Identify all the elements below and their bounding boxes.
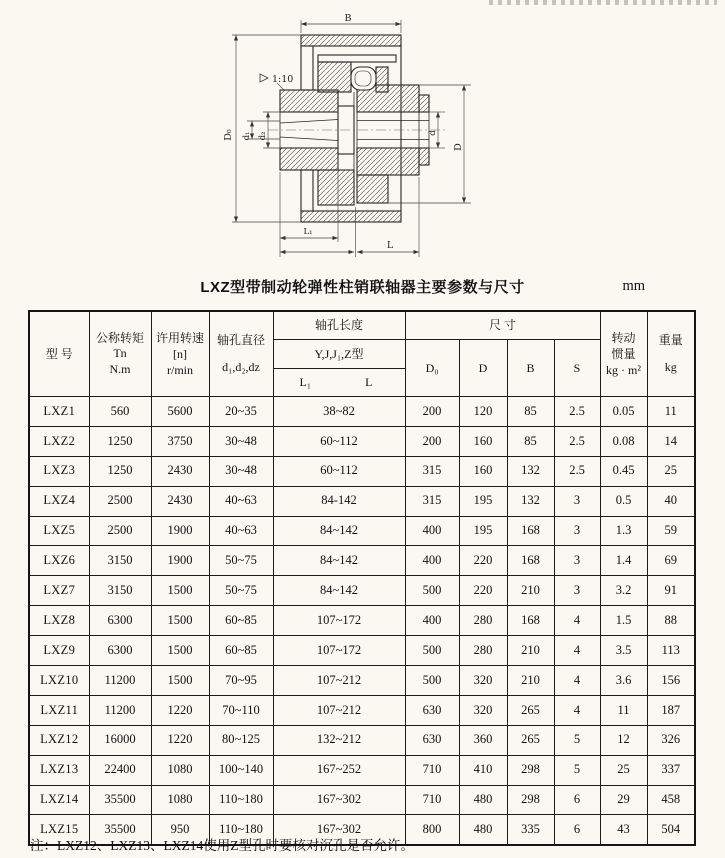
cell-d: 320 [459,695,507,725]
cell-bore-diameter: 70~95 [209,666,273,696]
cell-s: 3 [554,576,600,606]
table-row [29,397,695,427]
cell-inertia: 29 [600,785,647,815]
cell-model: LXZ7 [29,576,89,606]
cell-speed: 1220 [151,725,209,755]
length-l1-label: L₁ [299,375,312,389]
cell-weight: 40 [647,486,695,516]
cell-b: 85 [507,397,554,427]
cell-b: 210 [507,576,554,606]
cell-bore-length: 60~112 [273,426,405,456]
cell-model: LXZ2 [29,426,89,456]
cell-weight: 88 [647,606,695,636]
cell-d: 480 [459,815,507,845]
table-row [29,695,695,725]
cell-b: 298 [507,785,554,815]
cell-bore-diameter: 70~110 [209,695,273,725]
cell-d: 280 [459,606,507,636]
cell-weight: 91 [647,576,695,606]
clipped-print-fragment [489,0,717,5]
torque-label-line1: 公称转矩Tn [95,331,144,360]
table-row [29,666,695,696]
col-header-d0: D₀ [405,340,459,397]
cell-inertia: 0.08 [600,426,647,456]
cell-bore-length: 167~252 [273,755,405,785]
col-header-length-group: 轴孔长度 [273,311,405,340]
cell-speed: 1080 [151,755,209,785]
col-header-model [29,311,89,397]
cell-model: LXZ6 [29,546,89,576]
col-header-length-types: Y,J,J₁,Z型 [273,340,405,369]
cell-b: 265 [507,725,554,755]
col-header-length-sub [273,369,405,397]
col-header-b: B [507,340,554,397]
cell-model: LXZ1 [29,397,89,427]
cell-bore-length: 167~302 [273,815,405,845]
cell-b: 298 [507,755,554,785]
cell-s: 2.5 [554,397,600,427]
cell-speed: 1500 [151,576,209,606]
table-row [29,725,695,755]
col-header-torque [89,311,151,397]
cell-s: 4 [554,636,600,666]
cell-weight: 113 [647,636,695,666]
cell-model: LXZ8 [29,606,89,636]
cell-speed: 3750 [151,426,209,456]
cell-d: 480 [459,785,507,815]
cell-s: 2.5 [554,456,600,486]
table-row [29,785,695,815]
taper-symbol-icon [260,74,268,82]
cell-bore-length: 84~142 [273,546,405,576]
cell-torque: 11200 [89,666,151,696]
cell-bore-length: 167~302 [273,785,405,815]
cell-inertia: 3.6 [600,666,647,696]
table-row [29,546,695,576]
cell-s: 2.5 [554,426,600,456]
dim-label-d2: d₂ [258,131,268,141]
table-row [29,755,695,785]
col-header-s: S [554,340,600,397]
bore-label-line2: d₁,d₂,dz [222,360,260,374]
cell-speed: 2430 [151,456,209,486]
cell-b: 85 [507,426,554,456]
cell-model: LXZ10 [29,666,89,696]
cell-d0: 710 [405,785,459,815]
cell-s: 4 [554,606,600,636]
cell-inertia: 0.5 [600,486,647,516]
cell-torque: 35500 [89,815,151,845]
cell-d0: 630 [405,695,459,725]
cell-speed: 1900 [151,516,209,546]
cell-torque: 2500 [89,486,151,516]
cell-speed: 1900 [151,546,209,576]
cell-bore-length: 84~142 [273,516,405,546]
cell-d0: 500 [405,666,459,696]
cell-d0: 500 [405,636,459,666]
speed-label-line1: 许用转速 [155,330,204,345]
col-header-size-group: 尺 寸 [405,311,600,340]
col-header-d: D [459,340,507,397]
cell-bore-length: 107~172 [273,636,405,666]
dim-label-d0: D₀ [223,129,234,141]
cell-weight: 458 [647,785,695,815]
cell-torque: 2500 [89,516,151,546]
cell-d0: 800 [405,815,459,845]
cell-s: 4 [554,695,600,725]
cell-d: 120 [459,397,507,427]
cell-torque: 560 [89,397,151,427]
cell-torque: 35500 [89,785,151,815]
cell-inertia: 12 [600,725,647,755]
cell-model: LXZ15 [29,815,89,845]
cell-model: LXZ4 [29,486,89,516]
page-title: LXZ型带制动轮弹性柱销联轴器主要参数与尺寸 [200,279,525,296]
cell-model: LXZ5 [29,516,89,546]
cell-speed: 1500 [151,636,209,666]
cell-d: 220 [459,546,507,576]
cell-d: 320 [459,666,507,696]
cell-bore-length: 107~212 [273,666,405,696]
cell-inertia: 43 [600,815,647,845]
cell-d0: 500 [405,576,459,606]
table-row [29,486,695,516]
drawing-outline [280,35,429,222]
cell-d0: 400 [405,516,459,546]
table-row [29,516,695,546]
cell-torque: 22400 [89,755,151,785]
cell-d: 195 [459,486,507,516]
cell-weight: 59 [647,516,695,546]
cell-bore-length: 84-142 [273,486,405,516]
cell-b: 132 [507,456,554,486]
cell-b: 168 [507,516,554,546]
cell-speed: 1080 [151,785,209,815]
cell-bore-diameter: 50~75 [209,546,273,576]
cell-s: 3 [554,486,600,516]
dim-label-b: B [344,13,352,24]
cell-torque: 3150 [89,546,151,576]
cell-model: LXZ3 [29,456,89,486]
cell-b: 335 [507,815,554,845]
cell-d: 160 [459,426,507,456]
cell-b: 210 [507,636,554,666]
cell-bore-length: 38~82 [273,397,405,427]
cell-speed: 2430 [151,486,209,516]
cell-bore-diameter: 110~180 [209,815,273,845]
cell-d: 360 [459,725,507,755]
cell-s: 5 [554,725,600,755]
cell-bore-length: 132~212 [273,725,405,755]
cell-weight: 156 [647,666,695,696]
dim-label-d1: d₁ [242,131,252,141]
cell-model: LXZ14 [29,785,89,815]
length-l-label: L [365,375,373,389]
cell-weight: 11 [647,397,695,427]
cell-model: LXZ12 [29,725,89,755]
dim-label-d: d [428,130,438,136]
cell-model: LXZ11 [29,695,89,725]
speed-label-line3: r/min [167,362,193,377]
cell-bore-diameter: 60~85 [209,636,273,666]
cell-speed: 1220 [151,695,209,725]
cell-weight: 69 [647,546,695,576]
coupling-section-drawing [220,0,512,272]
cell-weight: 187 [647,695,695,725]
cell-s: 4 [554,666,600,696]
table-row [29,456,695,486]
cell-speed: 5600 [151,397,209,427]
cell-b: 132 [507,486,554,516]
cell-torque: 6300 [89,606,151,636]
cell-torque: 16000 [89,725,151,755]
cell-s: 5 [554,755,600,785]
cell-d: 220 [459,576,507,606]
col-header-speed [151,311,209,397]
inertia-label-line2: 惯量 [611,346,636,361]
table-row [29,576,695,606]
cell-d0: 400 [405,606,459,636]
cell-bore-diameter: 20~35 [209,397,273,427]
weight-label-line1: 重量 [658,333,683,347]
inertia-label-line3: kg · m² [606,362,641,377]
cell-bore-length: 60~112 [273,456,405,486]
col-header-bore [209,311,273,397]
table-header [29,311,695,397]
table-row [29,636,695,666]
cell-d0: 400 [405,546,459,576]
footnote: 注：LXZ12、LXZ13、LXZ14使用Z型孔时要核对沉孔是否允许。 [30,838,414,853]
col-header-model-label: 型 号 [45,346,73,361]
cell-d: 160 [459,456,507,486]
col-header-inertia [600,311,647,397]
dim-label-l1: L₁ [303,227,313,237]
cell-d0: 710 [405,755,459,785]
cell-speed: 1500 [151,666,209,696]
cell-s: 3 [554,516,600,546]
cell-b: 210 [507,666,554,696]
cell-weight: 25 [647,456,695,486]
dim-label-l: L [386,240,394,251]
cell-bore-diameter: 100~140 [209,755,273,785]
cell-s: 6 [554,785,600,815]
cell-weight: 326 [647,725,695,755]
cell-bore-length: 107~172 [273,606,405,636]
unit-label: mm [622,278,645,294]
cell-d: 410 [459,755,507,785]
cell-d0: 200 [405,426,459,456]
cell-speed: 950 [151,815,209,845]
cell-inertia: 11 [600,695,647,725]
cell-torque: 3150 [89,576,151,606]
cell-torque: 1250 [89,456,151,486]
cell-bore-length: 84~142 [273,576,405,606]
cell-inertia: 0.05 [600,397,647,427]
cell-bore-diameter: 30~48 [209,426,273,456]
cell-speed: 1500 [151,606,209,636]
taper-label: 1:10 [272,74,294,85]
cell-weight: 337 [647,755,695,785]
cell-d0: 200 [405,397,459,427]
cell-inertia: 0.45 [600,456,647,486]
cell-b: 265 [507,695,554,725]
cell-model: LXZ9 [29,636,89,666]
torque-label-line2: N.m [109,362,131,376]
table-row [29,606,695,636]
cell-model: LXZ13 [29,755,89,785]
inertia-label-line1: 转动 [611,330,636,345]
table-row [29,426,695,456]
cell-bore-diameter: 80~125 [209,725,273,755]
cell-s: 6 [554,815,600,845]
parameters-table [28,310,696,846]
dim-label-D: D [453,143,464,151]
cell-weight: 14 [647,426,695,456]
cell-inertia: 1.5 [600,606,647,636]
speed-label-line2: [n] [173,346,187,361]
cell-bore-diameter: 30~48 [209,456,273,486]
cell-bore-diameter: 40~63 [209,486,273,516]
table-body [29,397,695,846]
cell-d0: 315 [405,486,459,516]
cell-bore-diameter: 60~85 [209,606,273,636]
cell-d0: 315 [405,456,459,486]
cell-inertia: 3.2 [600,576,647,606]
cell-inertia: 3.5 [600,636,647,666]
cell-bore-diameter: 110~180 [209,785,273,815]
weight-label-line2: kg [664,360,677,374]
col-header-weight [647,311,695,397]
cell-inertia: 25 [600,755,647,785]
cell-bore-length: 107~212 [273,695,405,725]
bore-label-line1: 轴孔直径 [216,333,265,347]
cell-d0: 630 [405,725,459,755]
cell-d: 195 [459,516,507,546]
cell-s: 3 [554,546,600,576]
cell-b: 168 [507,606,554,636]
cell-d: 280 [459,636,507,666]
cell-bore-diameter: 50~75 [209,576,273,606]
cell-inertia: 1.4 [600,546,647,576]
cell-torque: 1250 [89,426,151,456]
cell-inertia: 1.3 [600,516,647,546]
cell-torque: 6300 [89,636,151,666]
cell-torque: 11200 [89,695,151,725]
cell-bore-diameter: 40~63 [209,516,273,546]
cell-b: 168 [507,546,554,576]
cell-weight: 504 [647,815,695,845]
